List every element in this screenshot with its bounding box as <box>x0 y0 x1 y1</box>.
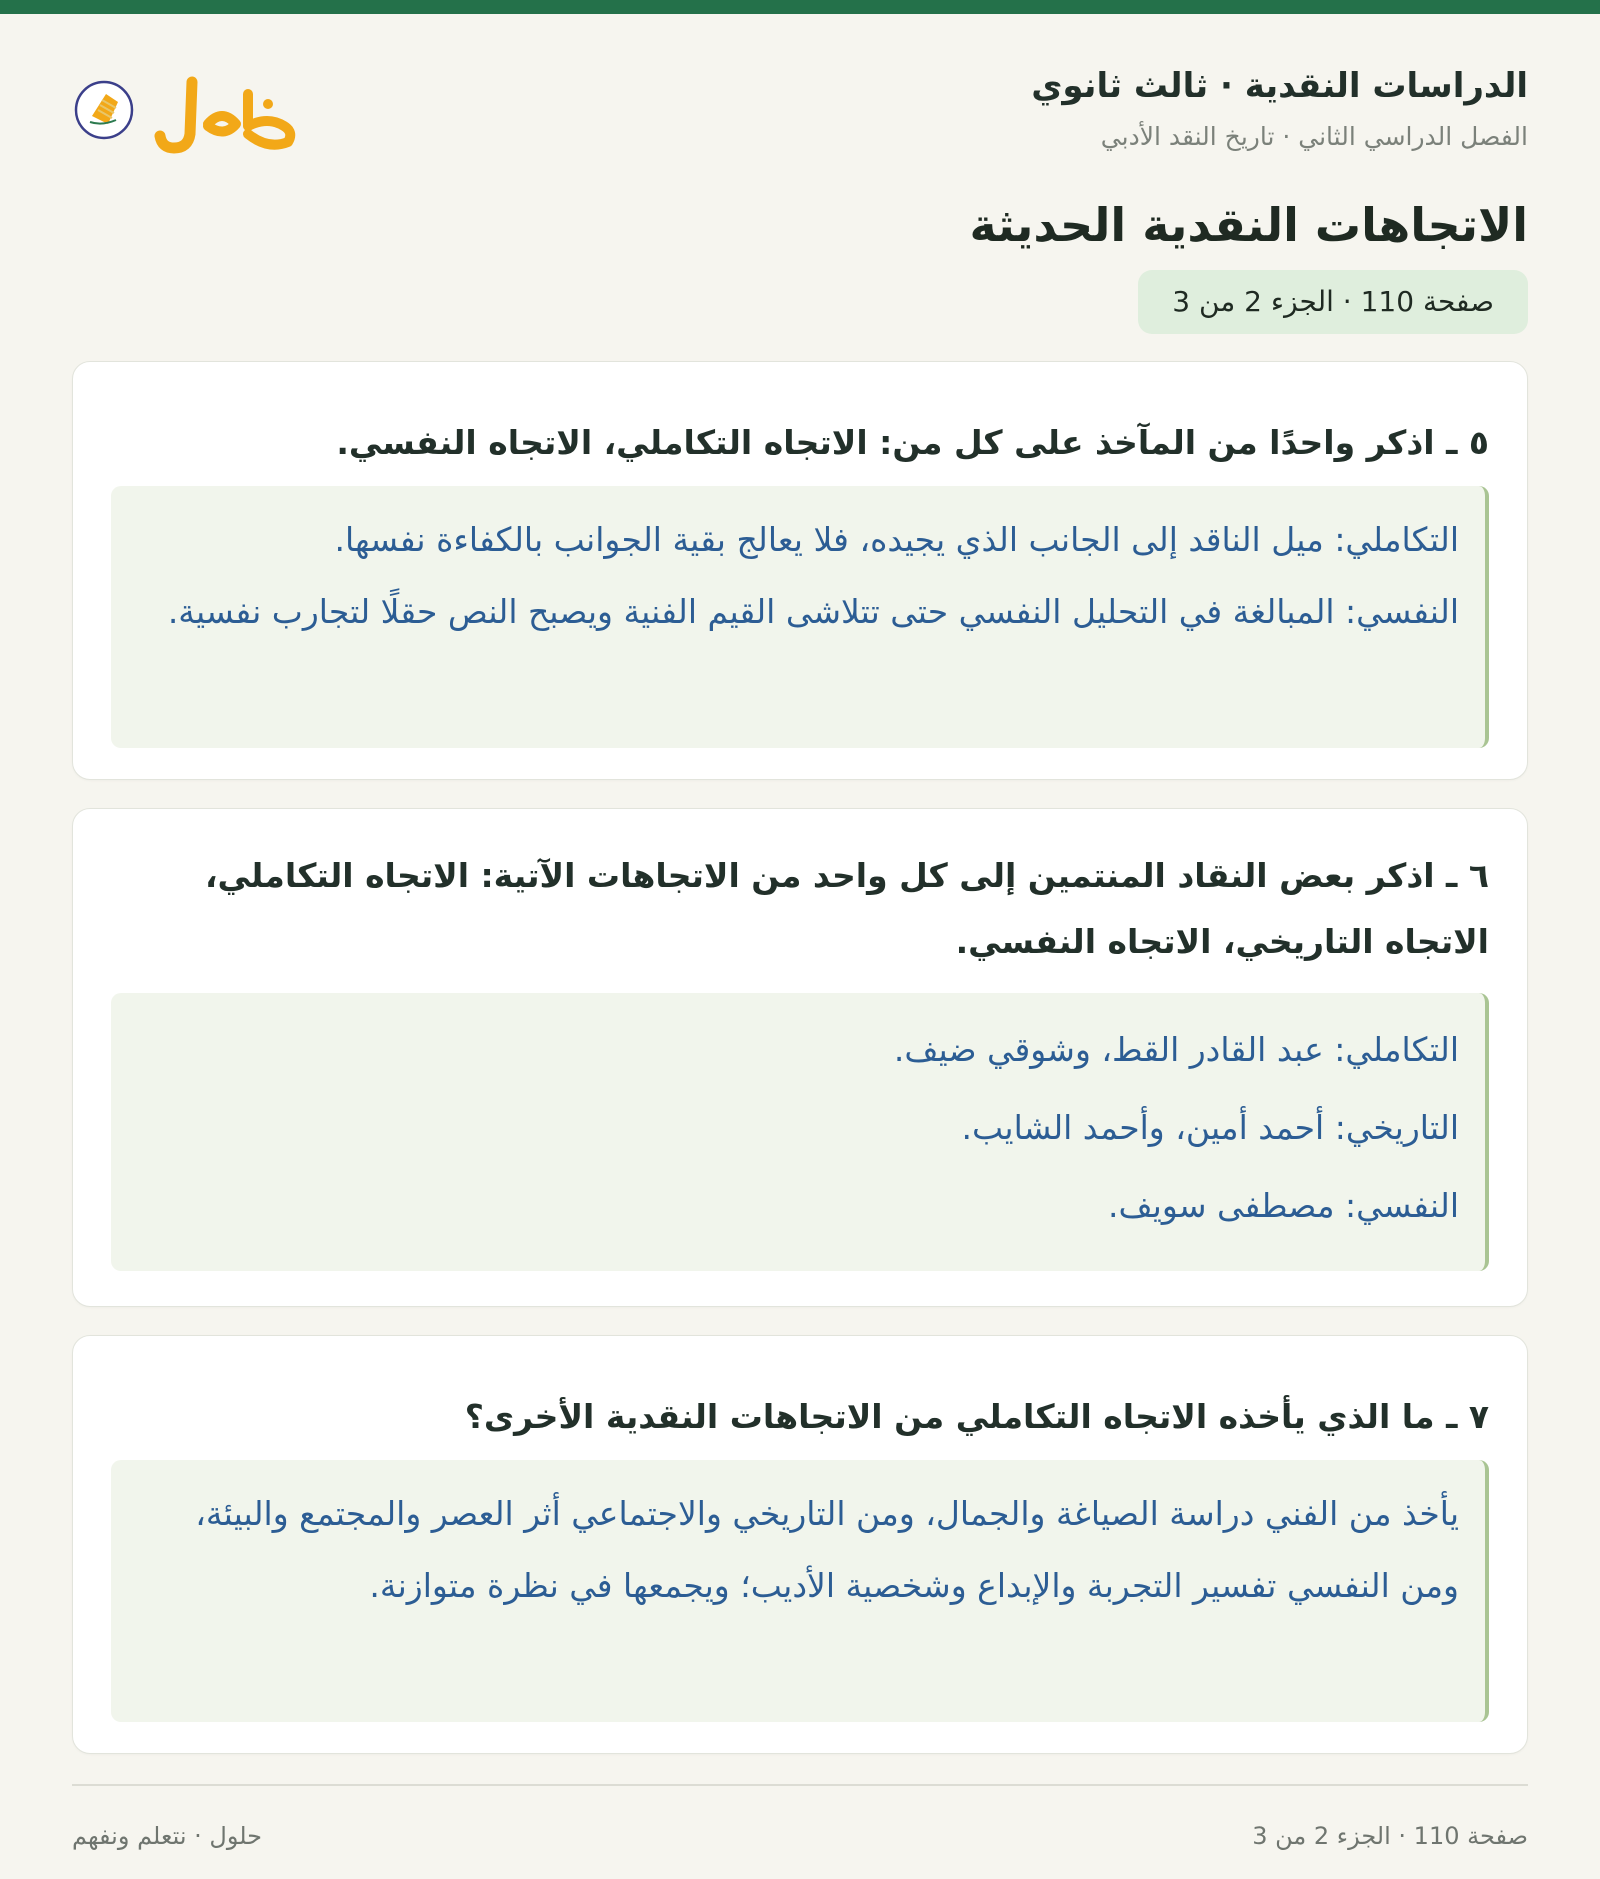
logo-wordmark <box>160 82 290 148</box>
top-accent-bar <box>0 0 1600 14</box>
footer-page-info: صفحة 110 · الجزء 2 من 3 <box>1252 1822 1528 1850</box>
answer-line: النفسي: مصطفى سويف. <box>1107 1186 1459 1225</box>
answer-line: التاريخي: أحمد أمين، وأحمد الشايب. <box>961 1108 1459 1147</box>
page-title: الاتجاهات النقدية الحديثة <box>969 198 1528 252</box>
question-text: ٥ ـ اذكر واحدًا من المآخذ على كل من: الاتجاه التكاملي، الاتجاه النفسي. <box>336 423 1489 462</box>
answer-line: التكاملي: ميل الناقد إلى الجانب الذي يجيده، فلا يعالج بقية الجوانب بالكفاءة نفسها. <box>334 520 1459 559</box>
subject-title: الدراسات النقدية · ثالث ثانوي <box>1031 66 1528 106</box>
answer-box <box>111 486 1489 748</box>
footer-brand: حلول · نتعلم ونفهم <box>72 1822 262 1850</box>
answer-line: يأخذ من الفني دراسة الصياغة والجمال، ومن التاريخي والاجتماعي أثر العصر والمجتمع والبيئة، ومن النفسي تفسير التجربة والإبداع وشخصية الأديب؛ ويجمعها في نظرة متوازنة. <box>195 1494 1459 1605</box>
question-card-5 <box>72 361 1528 780</box>
question-card-7 <box>72 1335 1528 1754</box>
question-text: ٦ ـ اذكر بعض النقاد المنتمين إلى كل واحد من الاتجاهات الآتية: الاتجاه التكاملي، الاتجاه التاريخي، الاتجاه النفسي. <box>205 856 1489 961</box>
answer-line: النفسي: المبالغة في التحليل النفسي حتى تتلاشى القيم الفنية ويصبح النص حقلًا لتجارب نفسية. <box>167 592 1459 631</box>
question-text: ٧ ـ ما الذي يأخذه الاتجاه التكاملي من الاتجاهات النقدية الأخرى؟ <box>464 1397 1489 1436</box>
answer-box <box>111 1460 1489 1722</box>
subject-subtitle: الفصل الدراسي الثاني · تاريخ النقد الأدبي <box>1100 122 1528 151</box>
page <box>72 14 1528 1879</box>
answer-box <box>111 993 1489 1271</box>
question-card-6 <box>72 808 1528 1307</box>
book-icon <box>76 82 132 138</box>
page-badge: صفحة 110 · الجزء 2 من 3 <box>1138 270 1528 334</box>
answer-line: التكاملي: عبد القادر القط، وشوقي ضيف. <box>893 1030 1459 1069</box>
footer-divider <box>72 1784 1528 1786</box>
hulul-logo <box>72 64 302 168</box>
